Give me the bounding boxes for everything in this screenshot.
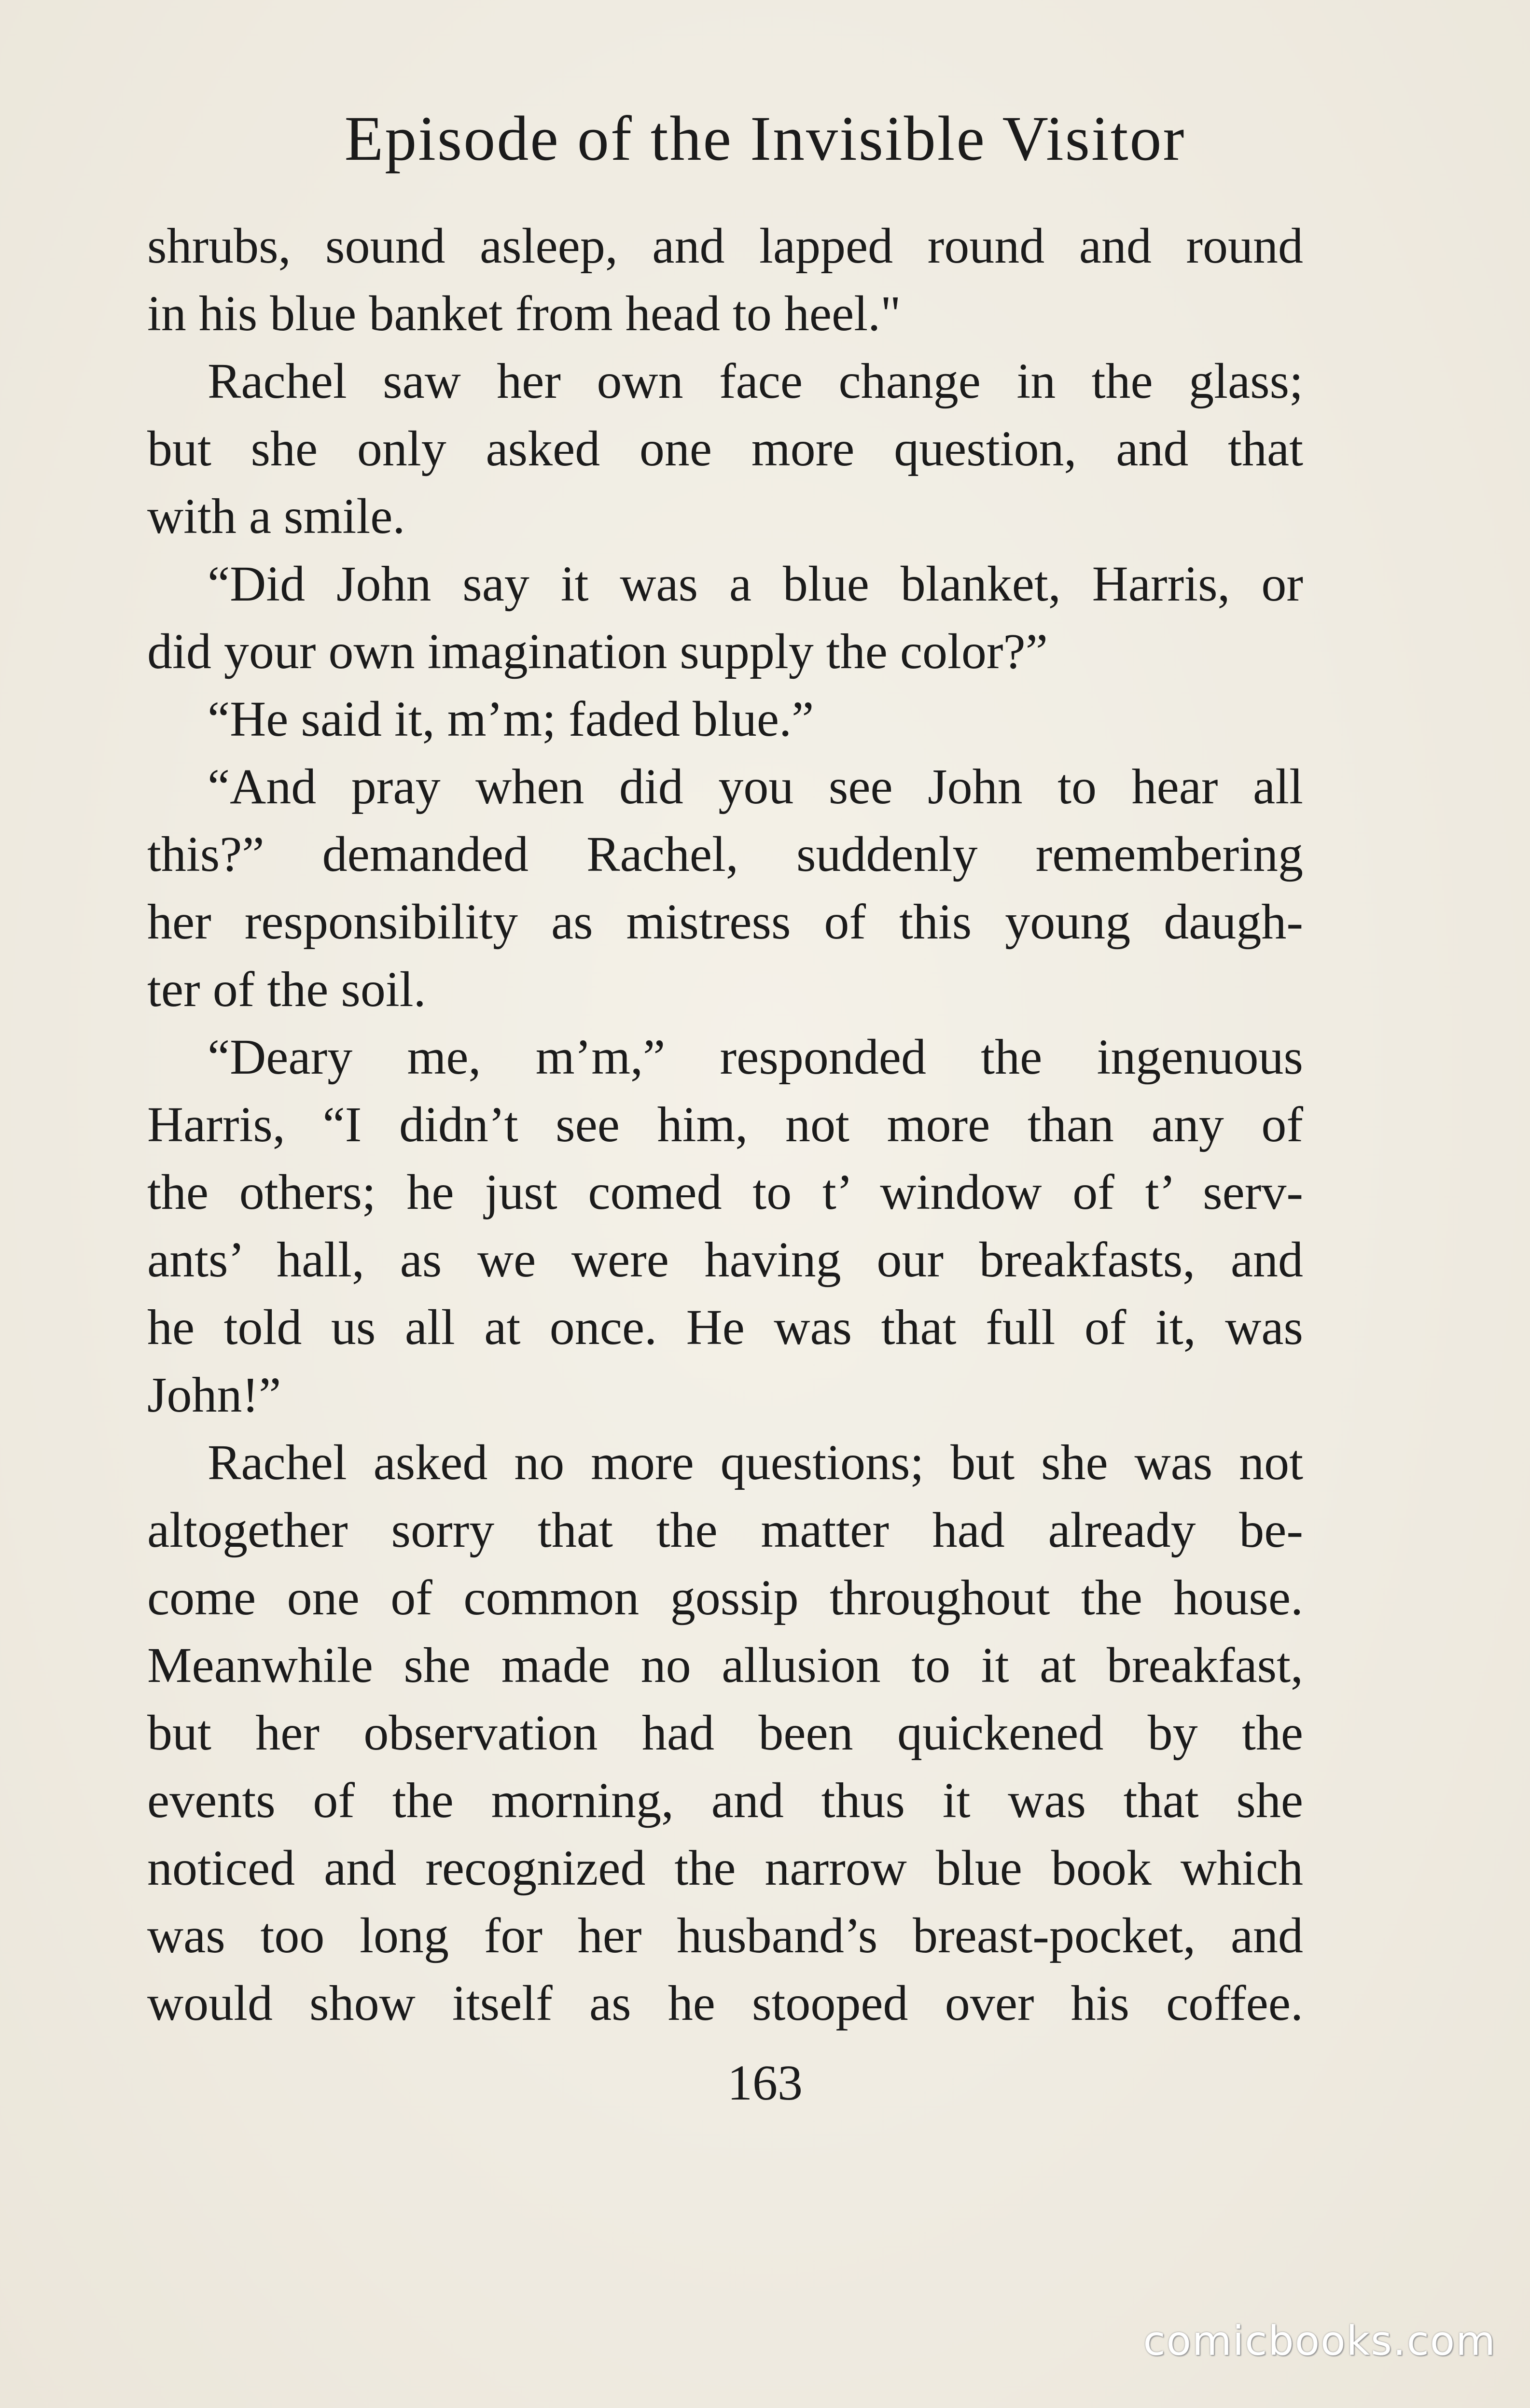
text-line: come one of common gossip throughout the house. bbox=[147, 1570, 1303, 1625]
text-line: the others; he just comed to t’ window of t’ serv- bbox=[147, 1164, 1303, 1220]
text-line: altogether sorry that the matter had already be- bbox=[147, 1502, 1303, 1558]
text-line: John!” bbox=[147, 1367, 281, 1423]
text-line: Rachel asked no more questions; but she was not bbox=[208, 1435, 1303, 1490]
text-line: Harris, “I didn’t see him, not more than any of bbox=[147, 1097, 1303, 1152]
text-line: ter of the soil. bbox=[147, 962, 426, 1017]
text-line: “And pray when did you see John to hear all bbox=[208, 759, 1303, 814]
text-line: “Did John say it was a blue blanket, Harris, or bbox=[208, 556, 1303, 612]
text-line: but her observation had been quickened by the bbox=[147, 1705, 1303, 1761]
text-line: her responsibility as mistress of this young daugh- bbox=[147, 894, 1303, 950]
text-line: “He said it, m’m; faded blue.” bbox=[208, 691, 814, 747]
running-head: Episode of the Invisible Visitor bbox=[344, 103, 1186, 174]
text-line: noticed and recognized the narrow blue book which bbox=[147, 1840, 1303, 1896]
text-line: did your own imagination supply the color?” bbox=[147, 624, 1048, 679]
text-line: this?” demanded Rachel, suddenly remembering bbox=[147, 826, 1303, 882]
text-line: was too long for her husband’s breast-pocket, and bbox=[147, 1908, 1303, 1963]
text-line: in his blue banket from head to heel." bbox=[147, 286, 901, 341]
text-line: he told us all at once. He was that full of it, was bbox=[147, 1300, 1303, 1355]
body-text bbox=[147, 212, 1303, 2037]
text-line: but she only asked one more question, and that bbox=[147, 421, 1303, 476]
text-line: “Deary me, m’m,” responded the ingenuous bbox=[208, 1029, 1303, 1085]
text-line: with a smile. bbox=[147, 489, 405, 544]
page-number: 163 bbox=[727, 2055, 803, 2111]
text-line: shrubs, sound asleep, and lapped round and round bbox=[147, 218, 1303, 274]
text-line: events of the morning, and thus it was that she bbox=[147, 1773, 1303, 1828]
watermark: comicbooks.com bbox=[1143, 2317, 1496, 2365]
text-line: Meanwhile she made no allusion to it at breakfast, bbox=[147, 1638, 1303, 1693]
text-line: would show itself as he stooped over his coffee. bbox=[147, 1975, 1303, 2031]
text-line: Rachel saw her own face change in the glass; bbox=[208, 353, 1303, 409]
text-line: ants’ hall, as we were having our breakfasts, and bbox=[147, 1232, 1303, 1288]
